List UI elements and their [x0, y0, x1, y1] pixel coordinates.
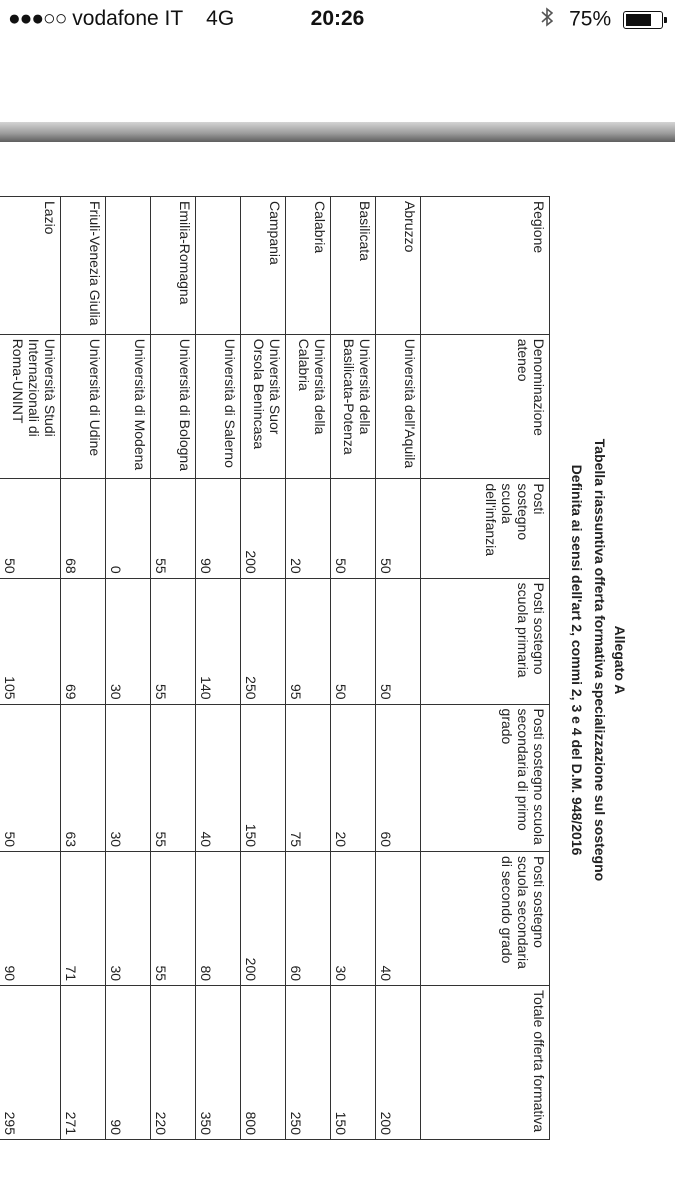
rotated-document — [2, 180, 630, 1140]
primo-grado-cell: 75 — [286, 704, 331, 852]
clock: 20:26 — [310, 7, 365, 30]
table-row — [151, 197, 196, 1140]
totale-cell: 200 — [376, 986, 421, 1140]
regione-cell: Campania — [241, 197, 286, 335]
primaria-cell: 140 — [196, 578, 241, 704]
table-row — [241, 197, 286, 1140]
totale-cell: 150 — [331, 986, 376, 1140]
secondo-grado-cell: 90 — [0, 852, 61, 986]
regione-cell — [196, 197, 241, 335]
column-header: Regione — [421, 197, 550, 335]
secondo-grado-cell: 55 — [151, 852, 196, 986]
infanzia-cell: 55 — [151, 479, 196, 578]
offerta-formativa-table — [0, 196, 550, 1140]
infanzia-cell: 68 — [61, 479, 106, 578]
infanzia-cell: 20 — [286, 479, 331, 578]
column-header: Posti sostegno scuola secondaria di primo grado — [421, 704, 550, 852]
table-row — [0, 197, 61, 1140]
table-row — [61, 197, 106, 1140]
regione-cell — [106, 197, 151, 335]
primaria-cell: 30 — [106, 578, 151, 704]
primaria-cell: 69 — [61, 578, 106, 704]
primaria-cell: 50 — [331, 578, 376, 704]
totale-cell: 220 — [151, 986, 196, 1140]
table-row — [196, 197, 241, 1140]
table-row — [331, 197, 376, 1140]
infanzia-cell: 50 — [376, 479, 421, 578]
ateneo-cell: Università di Bologna — [151, 334, 196, 479]
ateneo-cell: Università della Basilicata-Potenza — [331, 334, 376, 479]
secondo-grado-cell: 30 — [106, 852, 151, 986]
status-right — [541, 7, 663, 33]
totale-cell: 90 — [106, 986, 151, 1140]
primaria-cell: 105 — [0, 578, 61, 704]
totale-cell: 350 — [196, 986, 241, 1140]
network-type: 4G — [206, 7, 235, 30]
regione-cell: Friuli-Venezia Giulia — [61, 197, 106, 335]
table-row — [106, 197, 151, 1140]
regione-cell: Basilicata — [331, 197, 376, 335]
totale-cell: 271 — [61, 986, 106, 1140]
ateneo-cell: Università dell'Aquila — [376, 334, 421, 479]
ateneo-cell: Università di Udine — [61, 334, 106, 479]
secondo-grado-cell: 80 — [196, 852, 241, 986]
ateneo-cell: Università della Calabria — [286, 334, 331, 479]
document-title: Tabella riassuntiva offerta formativa specializzazione sul sostegno — [592, 438, 608, 882]
attachment-label: Allegato A — [612, 625, 628, 695]
secondo-grado-cell: 71 — [61, 852, 106, 986]
secondo-grado-cell: 30 — [331, 852, 376, 986]
primaria-cell: 55 — [151, 578, 196, 704]
regione-cell: Emilia-Romagna — [151, 197, 196, 335]
totale-cell: 800 — [241, 986, 286, 1140]
primo-grado-cell: 20 — [331, 704, 376, 852]
carrier-name: vodafone IT — [72, 7, 183, 30]
regione-cell: Lazio — [0, 197, 61, 335]
primo-grado-cell: 30 — [106, 704, 151, 852]
secondo-grado-cell: 200 — [241, 852, 286, 986]
primo-grado-cell: 50 — [0, 704, 61, 852]
column-header: Denominazione ateneo — [421, 334, 550, 479]
column-header: Posti sostegno scuola primaria — [421, 578, 550, 704]
paper-shadow-edge — [0, 122, 675, 142]
ateneo-cell: Università di Modena — [106, 334, 151, 479]
infanzia-cell: 50 — [331, 479, 376, 578]
bluetooth-icon — [541, 7, 553, 33]
infanzia-cell: 200 — [241, 479, 286, 578]
battery-percent: 75% — [569, 7, 612, 31]
battery-icon — [623, 11, 663, 29]
battery-level — [626, 14, 651, 26]
primaria-cell: 95 — [286, 578, 331, 704]
table-row — [286, 197, 331, 1140]
signal-strength-icon: ●●●○○ — [8, 7, 67, 30]
ateneo-cell: Università Suor Orsola Benincasa — [241, 334, 286, 479]
table-header — [421, 197, 550, 1140]
document-subtitle: Definita ai sensi dell'art 2, commi 2, 3 e 4 del D.M. 948/2016 — [569, 464, 585, 856]
primaria-cell: 250 — [241, 578, 286, 704]
totale-cell: 250 — [286, 986, 331, 1140]
status-bar — [0, 0, 675, 40]
ateneo-cell: Università di Salerno — [196, 334, 241, 479]
secondo-grado-cell: 40 — [376, 852, 421, 986]
primo-grado-cell: 63 — [61, 704, 106, 852]
primo-grado-cell: 40 — [196, 704, 241, 852]
regione-cell: Abruzzo — [376, 197, 421, 335]
infanzia-cell: 90 — [196, 479, 241, 578]
totale-cell: 295 — [0, 986, 61, 1140]
column-header: Posti sostegno scuola secondaria di secondo grado — [421, 852, 550, 986]
primaria-cell: 50 — [376, 578, 421, 704]
infanzia-cell: 0 — [106, 479, 151, 578]
ateneo-cell: Università Studi Internazionali di Roma-UNINT — [0, 334, 61, 479]
regione-cell: Calabria — [286, 197, 331, 335]
table-row — [376, 197, 421, 1140]
infanzia-cell: 50 — [0, 479, 61, 578]
column-header: Totale offerta formativa — [421, 986, 550, 1140]
secondo-grado-cell: 60 — [286, 852, 331, 986]
primo-grado-cell: 150 — [241, 704, 286, 852]
primo-grado-cell: 55 — [151, 704, 196, 852]
column-header: Posti sostegno scuola dell'infanzia — [421, 479, 550, 578]
primo-grado-cell: 60 — [376, 704, 421, 852]
